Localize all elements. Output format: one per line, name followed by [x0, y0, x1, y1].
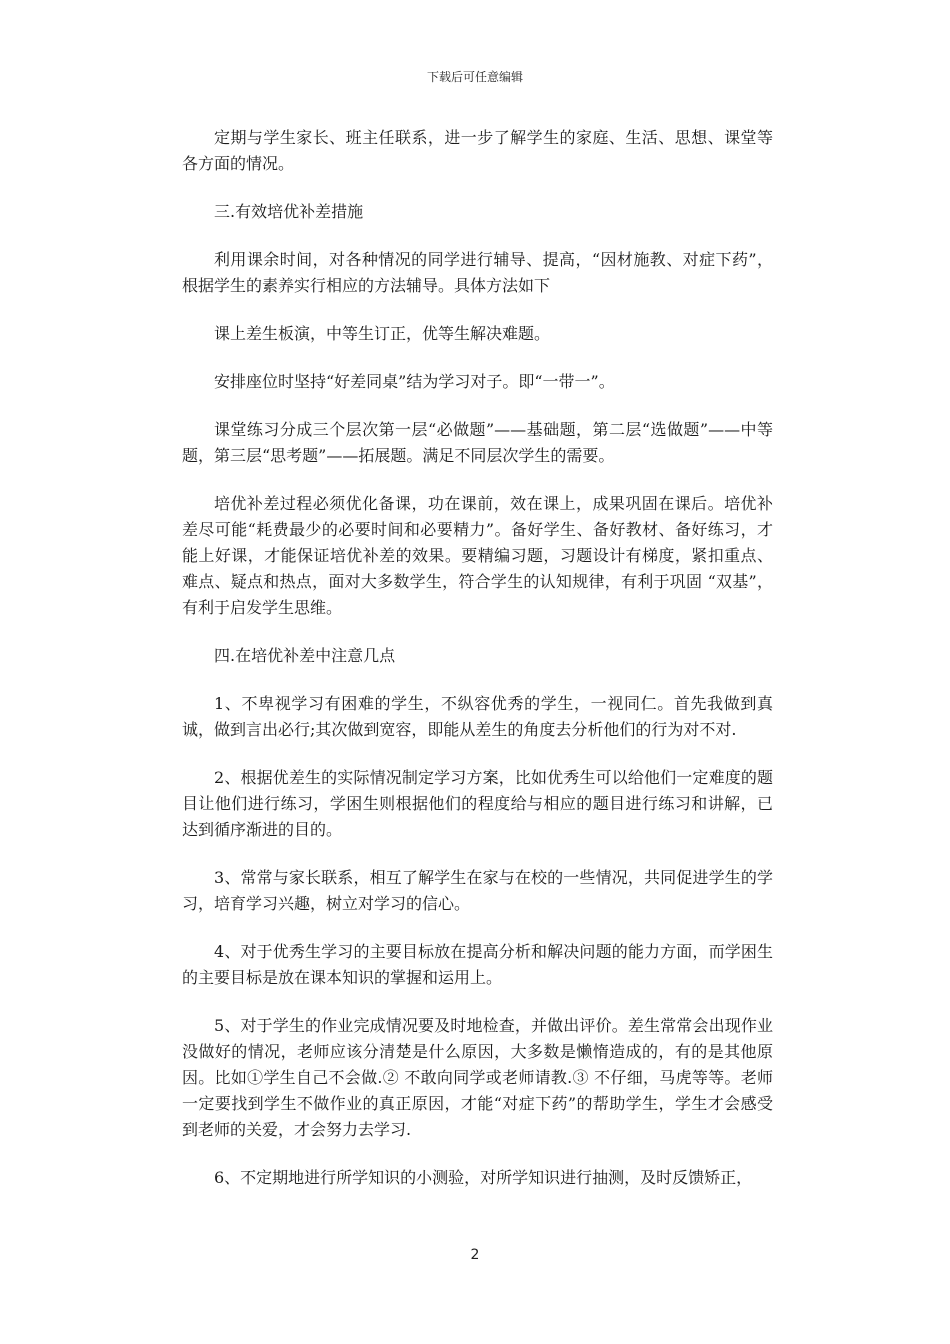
list-item-2: 2、根据优差生的实际情况制定学习方案，比如优秀生可以给他们一定难度的题目让他们进行练习，学困生则根据他们的程度给与相应的题目进行练习和讲解，已达到循序渐进的目的。	[182, 768, 773, 839]
list-item-4: 4、对于优秀生学习的主要目标放在提高分析和解决问题的能力方面，而学困生的主要目标是放在课本知识的掌握和运用上。	[182, 942, 773, 987]
page-number: 2	[470, 1247, 480, 1263]
page-header: 下载后可任意编辑	[426, 70, 523, 84]
section-heading-4: 四.在培优补差中注意几点	[214, 646, 396, 665]
paragraph-contact-parents: 定期与学生家长、班主任联系，进一步了解学生的家庭、生活、思想、课堂等各方面的情况。	[182, 128, 773, 173]
paragraph-seating-pairs: 安排座位时坚持“好差同桌”结为学习对子。即“一带一”。	[214, 372, 615, 391]
paragraph-tutoring-method: 利用课余时间，对各种情况的同学进行辅导、提高，“因材施教、对症下药”，根据学生的素养实行相应的方法辅导。具体方法如下	[182, 250, 773, 295]
list-item-1: 1、不卑视学习有困难的学生，不纵容优秀的学生，一视同仁。首先我做到真诚，做到言出必行;其次做到宽容，即能从差生的角度去分析他们的行为对不对.	[182, 694, 773, 739]
section-heading-3: 三.有效培优补差措施	[214, 202, 364, 221]
list-item-6: 6、不定期地进行所学知识的小测验，对所学知识进行抽测，及时反馈矫正，	[214, 1168, 753, 1187]
list-item-3: 3、常常与家长联系，相互了解学生在家与在校的一些情况，共同促进学生的学习，培育学习兴趣，树立对学习的信心。	[182, 868, 773, 913]
paragraph-board-practice: 课上差生板演，中等生订正，优等生解决难题。	[214, 324, 551, 343]
paragraph-lesson-preparation: 培优补差过程必须优化备课，功在课前，效在课上，成果巩固在课后。培优补差尽可能“耗费最少的必要时间和必要精力”。备好学生、备好教材、备好练习，才能上好课，才能保证培优补差的效果。要精编习题，习题设计有梯度，紧扣重点、难点、疑点和热点，面对大多数学生，符合学生的认知规律，有利于巩固 “双基”，有利于启发学生思维。	[182, 494, 773, 617]
document-body	[182, 125, 773, 1213]
paragraph-exercise-levels: 课堂练习分成三个层次第一层“必做题”——基础题，第二层“选做题”——中等题，第三层“思考题”——拓展题。满足不同层次学生的需要。	[182, 420, 773, 465]
list-item-5: 5、对于学生的作业完成情况要及时地检查，并做出评价。差生常常会出现作业没做好的情况，老师应该分清楚是什么原因，大多数是懒惰造成的，有的是其他原因。比如①学生自己不会做.② 不敢向同学或老师请教.③ 不仔细，马虎等等。老师一定要找到学生不做作业的真正原因，才能“对症下药”的帮助学生，学生才会感受到老师的关爱，才会努力去学习.	[182, 1016, 773, 1139]
